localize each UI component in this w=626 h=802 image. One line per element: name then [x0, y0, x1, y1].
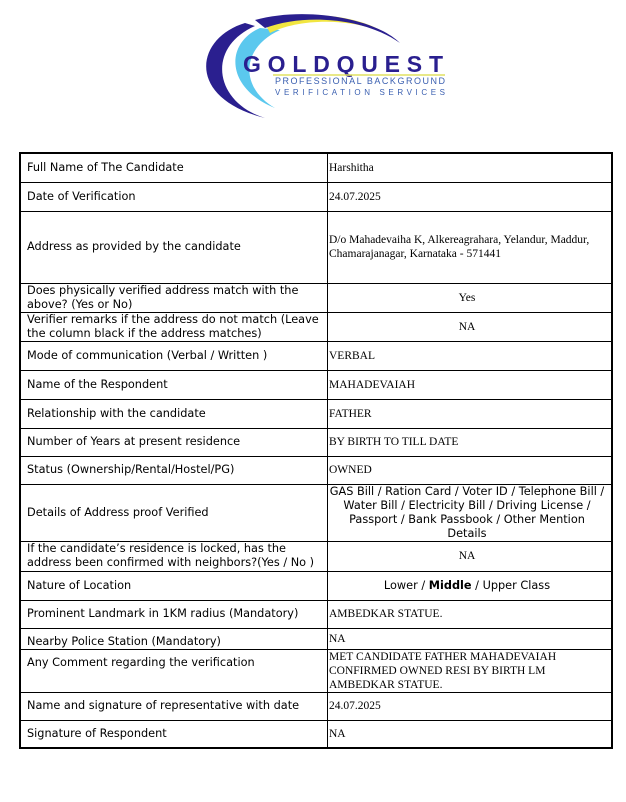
- field-value: MET CANDIDATE FATHER MAHADEVAIAH CONFIRMED OWNED RESI BY BIRTH LM AMBEDKAR STATUE.: [328, 649, 613, 692]
- table-row: [20, 182, 612, 211]
- field-label: Mode of communication (Verbal / Written ): [20, 341, 328, 370]
- field-value: [328, 571, 613, 600]
- field-label: Nature of Location: [20, 571, 328, 600]
- table-row: [20, 484, 612, 541]
- field-value: BY BIRTH TO TILL DATE: [328, 428, 613, 456]
- field-value: FATHER: [328, 399, 613, 428]
- field-value: Yes: [328, 283, 613, 312]
- field-value: 24.07.2025: [328, 692, 613, 720]
- field-value: GAS Bill / Ration Card / Voter ID / Telephone Bill / Water Bill / Electricity Bill / Driving License / Passport / Bank Passbook / Other Mention Details: [328, 484, 613, 541]
- field-value: OWNED: [328, 456, 613, 484]
- field-label: Name and signature of representative with date: [20, 692, 328, 720]
- table-row: [20, 571, 612, 600]
- table-row: [20, 283, 612, 312]
- verification-table: [19, 152, 613, 749]
- field-label: Does physically verified address match with the above? (Yes or No): [20, 283, 328, 312]
- field-label: Relationship with the candidate: [20, 399, 328, 428]
- field-label: Full Name of The Candidate: [20, 153, 328, 182]
- goldquest-logo: [185, 8, 450, 126]
- table-row: [20, 153, 612, 182]
- field-label: Address as provided by the candidate: [20, 211, 328, 283]
- location-upper: / Upper Class: [471, 578, 551, 592]
- table-row: [20, 370, 612, 399]
- field-label: Verifier remarks if the address do not match (Leave the column black if the address matches): [20, 312, 328, 341]
- field-label: Prominent Landmark in 1KM radius (Mandatory): [20, 600, 328, 628]
- field-label: Nearby Police Station (Mandatory): [20, 628, 328, 649]
- field-value: MAHADEVAIAH: [328, 370, 613, 399]
- table-row: [20, 312, 612, 341]
- field-value: Harshitha: [328, 153, 613, 182]
- field-value: AMBEDKAR STATUE.: [328, 600, 613, 628]
- field-value: VERBAL: [328, 341, 613, 370]
- field-label: Date of Verification: [20, 182, 328, 211]
- field-value: NA: [328, 628, 613, 649]
- field-label: Signature of Respondent: [20, 720, 328, 748]
- svg-text:PROFESSIONAL BACKGROUND: PROFESSIONAL BACKGROUND: [275, 76, 445, 86]
- field-label: Status (Ownership/Rental/Hostel/PG): [20, 456, 328, 484]
- table-row: [20, 341, 612, 370]
- field-label: Number of Years at present residence: [20, 428, 328, 456]
- table-row: [20, 211, 612, 283]
- table-row: [20, 456, 612, 484]
- table-row: [20, 649, 612, 692]
- field-label: Details of Address proof Verified: [20, 484, 328, 541]
- field-label: If the candidate’s residence is locked, has the address been confirmed with neighbors?(Yes / No ): [20, 541, 328, 571]
- field-value: NA: [328, 541, 613, 571]
- field-value: NA: [328, 312, 613, 341]
- svg-text:GOLDQUEST: GOLDQUEST: [243, 51, 443, 77]
- field-label: Any Comment regarding the verification: [20, 649, 328, 692]
- table-row: [20, 541, 612, 571]
- field-value: D/o Mahadevaiha K, Alkereagrahara, Yelandur, Maddur, Chamarajanagar, Karnataka - 571441: [328, 211, 613, 283]
- table-row: [20, 628, 612, 649]
- field-label: Name of the Respondent: [20, 370, 328, 399]
- table-row: [20, 720, 612, 748]
- field-value: NA: [328, 720, 613, 748]
- location-lower: Lower /: [383, 578, 429, 592]
- location-middle-selected: Middle: [428, 578, 472, 592]
- table-row: [20, 399, 612, 428]
- table-row: [20, 692, 612, 720]
- table-row: [20, 600, 612, 628]
- field-value: 24.07.2025: [328, 182, 613, 211]
- svg-text:VERIFICATION SERVICES: VERIFICATION SERVICES: [275, 88, 445, 97]
- table-row: [20, 428, 612, 456]
